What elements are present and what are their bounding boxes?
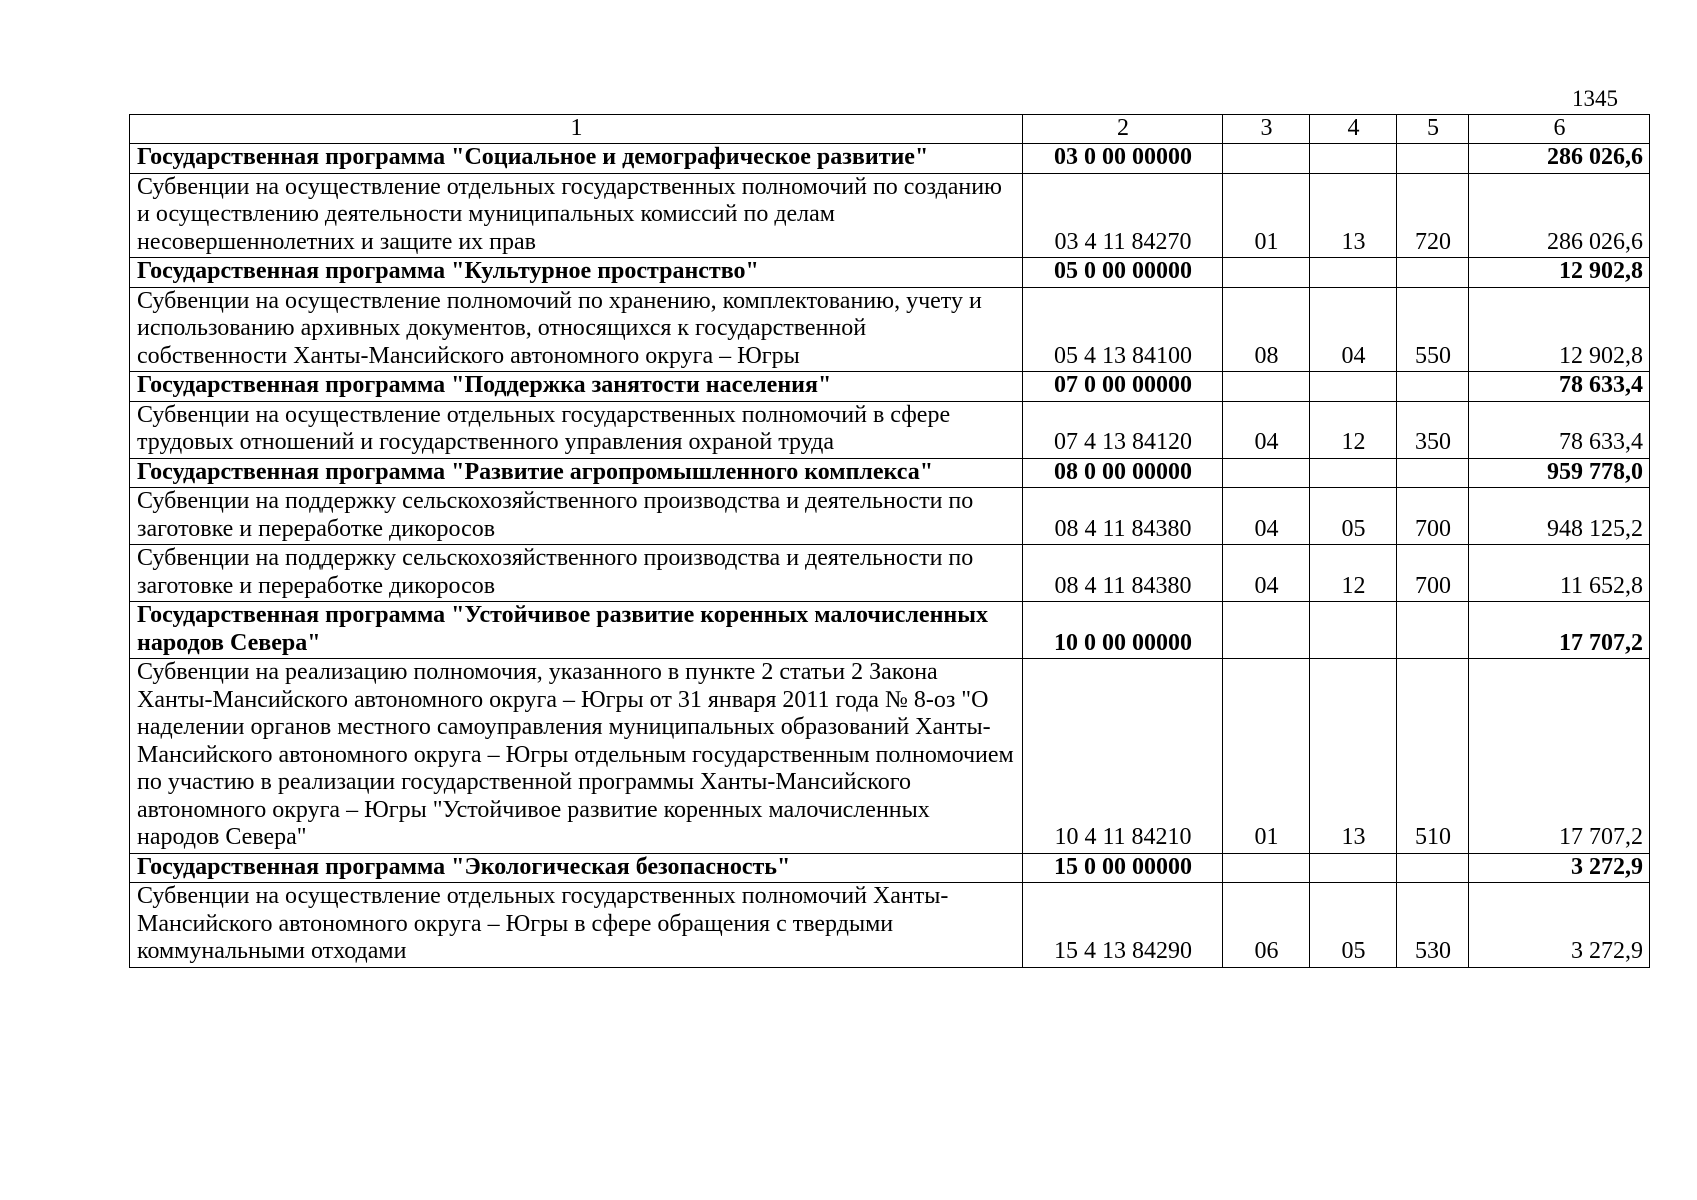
subsection-cell [1310, 372, 1397, 402]
target-article-cell: 05 4 13 84100 [1023, 287, 1223, 372]
column-header-4: 4 [1310, 115, 1397, 144]
program-row [130, 372, 1650, 402]
expenditure-name-cell: Государственная программа "Экологическая безопасность" [130, 853, 1023, 883]
section-cell: 06 [1223, 883, 1310, 968]
program-row [130, 144, 1650, 174]
section-cell: 01 [1223, 173, 1310, 258]
section-cell: 01 [1223, 659, 1310, 854]
amount-cell: 286 026,6 [1469, 144, 1650, 174]
amount-cell: 3 272,9 [1469, 853, 1650, 883]
expenditure-name-cell: Субвенции на осуществление отдельных государственных полномочий в сфере трудовых отношений и государственного управления охраной труда [130, 401, 1023, 458]
column-header-2: 2 [1023, 115, 1223, 144]
expenditure-name-cell: Субвенции на осуществление отдельных государственных полномочий по созданию и осуществлению деятельности муниципальных комиссий по делам несовершеннолетних и защите их прав [130, 173, 1023, 258]
expense-type-cell: 550 [1397, 287, 1469, 372]
target-article-cell: 10 0 00 00000 [1023, 602, 1223, 659]
subvention-row [130, 545, 1650, 602]
amount-cell: 17 707,2 [1469, 659, 1650, 854]
column-header-5: 5 [1397, 115, 1469, 144]
amount-cell: 17 707,2 [1469, 602, 1650, 659]
subsection-cell [1310, 258, 1397, 288]
target-article-cell: 03 0 00 00000 [1023, 144, 1223, 174]
amount-cell: 948 125,2 [1469, 488, 1650, 545]
subsection-cell: 05 [1310, 883, 1397, 968]
subvention-row [130, 488, 1650, 545]
target-article-cell: 03 4 11 84270 [1023, 173, 1223, 258]
subsection-cell [1310, 458, 1397, 488]
expense-type-cell [1397, 258, 1469, 288]
table-body [130, 144, 1650, 968]
target-article-cell: 08 4 11 84380 [1023, 488, 1223, 545]
expenditure-name-cell: Субвенции на поддержку сельскохозяйственного производства и деятельности по заготовке и переработке дикоросов [130, 545, 1023, 602]
expense-type-cell [1397, 853, 1469, 883]
subsection-cell: 04 [1310, 287, 1397, 372]
section-cell: 04 [1223, 488, 1310, 545]
program-row [130, 853, 1650, 883]
subsection-cell [1310, 602, 1397, 659]
expenditure-name-cell: Государственная программа "Социальное и демографическое развитие" [130, 144, 1023, 174]
amount-cell: 3 272,9 [1469, 883, 1650, 968]
target-article-cell: 08 4 11 84380 [1023, 545, 1223, 602]
amount-cell: 11 652,8 [1469, 545, 1650, 602]
expense-type-cell [1397, 458, 1469, 488]
expenditure-name-cell: Государственная программа "Поддержка занятости населения" [130, 372, 1023, 402]
subvention-row [130, 659, 1650, 854]
subvention-row [130, 883, 1650, 968]
expense-type-cell: 510 [1397, 659, 1469, 854]
subvention-row [130, 287, 1650, 372]
amount-cell: 78 633,4 [1469, 401, 1650, 458]
target-article-cell: 07 0 00 00000 [1023, 372, 1223, 402]
subsection-cell: 13 [1310, 173, 1397, 258]
amount-cell: 959 778,0 [1469, 458, 1650, 488]
section-cell [1223, 144, 1310, 174]
section-cell: 08 [1223, 287, 1310, 372]
section-cell [1223, 602, 1310, 659]
subsection-cell: 12 [1310, 401, 1397, 458]
subsection-cell: 13 [1310, 659, 1397, 854]
subsection-cell [1310, 853, 1397, 883]
expense-type-cell [1397, 372, 1469, 402]
expense-type-cell: 350 [1397, 401, 1469, 458]
expense-type-cell: 530 [1397, 883, 1469, 968]
program-row [130, 458, 1650, 488]
expenditure-name-cell: Субвенции на осуществление отдельных государственных полномочий Ханты-Мансийского автономного округа – Югры в сфере обращения с твердыми коммунальными отходами [130, 883, 1023, 968]
target-article-cell: 10 4 11 84210 [1023, 659, 1223, 854]
column-header-1: 1 [130, 115, 1023, 144]
subsection-cell [1310, 144, 1397, 174]
target-article-cell: 08 0 00 00000 [1023, 458, 1223, 488]
amount-cell: 12 902,8 [1469, 258, 1650, 288]
expense-type-cell: 700 [1397, 545, 1469, 602]
target-article-cell: 15 4 13 84290 [1023, 883, 1223, 968]
budget-table [129, 114, 1650, 968]
subsection-cell: 05 [1310, 488, 1397, 545]
target-article-cell: 15 0 00 00000 [1023, 853, 1223, 883]
expenditure-name-cell: Государственная программа "Культурное пространство" [130, 258, 1023, 288]
target-article-cell: 07 4 13 84120 [1023, 401, 1223, 458]
expenditure-name-cell: Субвенции на поддержку сельскохозяйственного производства и деятельности по заготовке и переработке дикоросов [130, 488, 1023, 545]
amount-cell: 286 026,6 [1469, 173, 1650, 258]
program-row [130, 602, 1650, 659]
section-cell: 04 [1223, 545, 1310, 602]
subvention-row [130, 401, 1650, 458]
column-number-row [130, 115, 1650, 144]
expense-type-cell: 700 [1397, 488, 1469, 545]
section-cell [1223, 372, 1310, 402]
expenditure-name-cell: Субвенции на реализацию полномочия, указанного в пункте 2 статьи 2 Закона Ханты-Мансийского автономного округа – Югры от 31 января 2011 года № 8-оз "О наделении органов местного самоуправления муниципальных образований Ханты-Мансийского автономного округа – Югры отдельным государственным полномочием по участию в реализации государственной программы Ханты-Мансийского автономного округа – Югры "Устойчивое развитие коренных малочисленных народов Севера" [130, 659, 1023, 854]
section-cell [1223, 258, 1310, 288]
expenditure-name-cell: Государственная программа "Развитие агропромышленного комплекса" [130, 458, 1023, 488]
section-cell [1223, 458, 1310, 488]
column-header-3: 3 [1223, 115, 1310, 144]
subvention-row [130, 173, 1650, 258]
program-row [130, 258, 1650, 288]
page-number: 1345 [1572, 86, 1618, 111]
section-cell: 04 [1223, 401, 1310, 458]
column-header-6: 6 [1469, 115, 1650, 144]
expense-type-cell [1397, 144, 1469, 174]
expenditure-name-cell: Государственная программа "Устойчивое развитие коренных малочисленных народов Севера" [130, 602, 1023, 659]
amount-cell: 12 902,8 [1469, 287, 1650, 372]
expense-type-cell [1397, 602, 1469, 659]
target-article-cell: 05 0 00 00000 [1023, 258, 1223, 288]
amount-cell: 78 633,4 [1469, 372, 1650, 402]
subsection-cell: 12 [1310, 545, 1397, 602]
section-cell [1223, 853, 1310, 883]
expenditure-name-cell: Субвенции на осуществление полномочий по хранению, комплектованию, учету и использованию архивных документов, относящихся к государственной собственности Ханты-Мансийского автономного округа – Югры [130, 287, 1023, 372]
expense-type-cell: 720 [1397, 173, 1469, 258]
